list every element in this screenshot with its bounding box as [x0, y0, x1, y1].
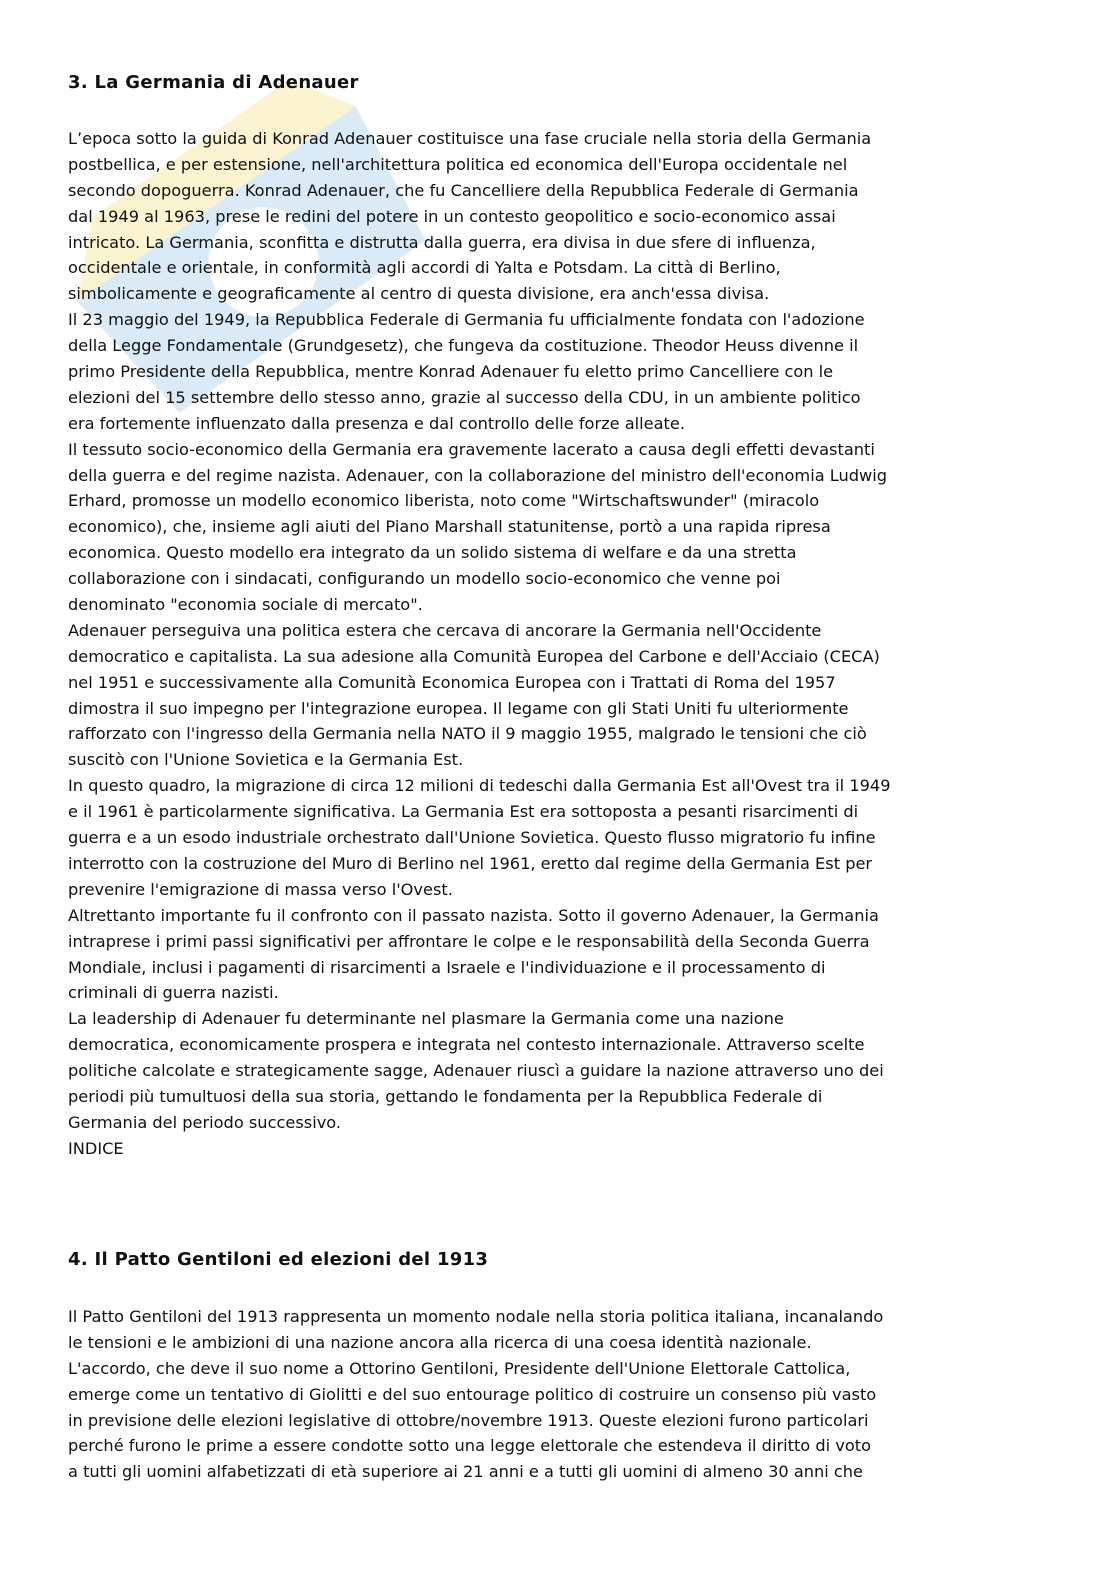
text-line: Mondiale, inclusi i pagamenti di risarcimenti a Israele e l'individuazione e il processamento di: [68, 957, 826, 977]
text-line: democratica, economicamente prospera e integrata nel contesto internazionale. Attraverso scelte: [68, 1035, 865, 1055]
text-line: democratico e capitalista. La sua adesione alla Comunità Europea del Carbone e dell'Acciaio (CECA): [68, 646, 880, 666]
text-line: Germania del periodo successivo.: [68, 1112, 342, 1132]
text-line: Il 23 maggio del 1949, la Repubblica Federale di Germania fu ufficialmente fondata con l'adozione: [68, 310, 865, 330]
text-line: prevenire l'emigrazione di massa verso l'Ovest.: [68, 879, 453, 899]
text-line: dimostra il suo impegno per l'integrazione europea. Il legame con gli Stati Uniti fu ulteriormente: [68, 698, 849, 718]
text-line: emerge come un tentativo di Giolitti e del suo entourage politico di costruire un consenso più vasto: [68, 1384, 877, 1404]
section-4-body: [68, 1304, 883, 1485]
section-3-heading: 3. La Germania di Adenauer: [68, 72, 359, 93]
text-line: rafforzato con l'ingresso della Germania nella NATO il 9 maggio 1955, malgrado le tensioni che ciò: [68, 724, 867, 744]
text-line: economica. Questo modello era integrato da un solido sistema di welfare e da una stretta: [68, 543, 797, 563]
text-line: intraprese i primi passi significativi per affrontare le colpe e le responsabilità della Seconda Guerra: [68, 931, 870, 951]
text-line: della guerra e del regime nazista. Adenauer, con la collaborazione del ministro dell'economia Ludwig: [68, 465, 888, 485]
text-line: periodi più tumultuosi della sua storia, gettando le fondamenta per la Repubblica Federale di: [68, 1086, 823, 1106]
text-line: In questo quadro, la migrazione di circa 12 milioni di tedeschi dalla Germania Est all'Ovest tra il 1949: [68, 776, 891, 796]
text-line: Adenauer perseguiva una politica estera che cercava di ancorare la Germania nell'Occidente: [68, 620, 822, 640]
text-line: Il tessuto socio-economico della Germania era gravemente lacerato a causa degli effetti devastanti: [68, 439, 875, 459]
text-line: denominato "economia sociale di mercato".: [68, 595, 423, 615]
text-line: L’epoca sotto la guida di Konrad Adenauer costituisce una fase cruciale nella storia della Germania: [68, 129, 872, 148]
text-line: primo Presidente della Repubblica, mentre Konrad Adenauer fu eletto primo Cancelliere con le: [68, 362, 834, 382]
text-line: e il 1961 è particolarmente significativa. La Germania Est era sottoposta a pesanti risarcimenti di: [68, 802, 859, 822]
text-line: guerra e a un esodo industriale orchestrato dall'Unione Sovietica. Questo flusso migratorio fu infine: [68, 828, 876, 848]
text-line: L'accordo, che deve il suo nome a Ottorino Gentiloni, Presidente dell'Unione Elettorale Cattolica,: [68, 1358, 851, 1378]
text-line: a tutti gli uomini alfabetizzati di età superiore ai 21 anni e a tutti gli uomini di almeno 30 anni che: [68, 1462, 864, 1482]
text-line: le tensioni e le ambizioni di una nazione ancora alla ricerca di una coesa identità nazionale.: [68, 1332, 812, 1352]
text-line: interrotto con la costruzione del Muro di Berlino nel 1961, eretto dal regime della Germania Est per: [68, 853, 873, 873]
text-line: postbellica, e per estensione, nell'architettura politica ed economica dell'Europa occidentale nel: [68, 154, 848, 174]
text-line: secondo dopoguerra. Konrad Adenauer, che fu Cancelliere della Repubblica Federale di Germania: [68, 180, 859, 200]
text-line: della Legge Fondamentale (Grundgesetz), che fungeva da costituzione. Theodor Heuss divenne il: [68, 336, 859, 356]
text-line: criminali di guerra nazisti.: [68, 983, 279, 1003]
text-line: intricato. La Germania, sconfitta e distrutta dalla guerra, era divisa in due sfere di influenza,: [68, 232, 816, 252]
text-line: Altrettanto importante fu il confronto con il passato nazista. Sotto il governo Adenauer, la Germania: [68, 905, 879, 925]
text-line: La leadership di Adenauer fu determinante nel plasmare la Germania come una nazione: [68, 1009, 784, 1029]
text-line: suscitò con l'Unione Sovietica e la Germania Est.: [68, 750, 464, 770]
text-line: politiche calcolate e strategicamente sagge, Adenauer riuscì a guidare la nazione attraverso uno dei: [68, 1061, 884, 1081]
text-line: perché furono le prime a essere condotte sotto una legge elettorale che estendeva il diritto di voto: [68, 1436, 871, 1456]
text-line: economico), che, insieme agli aiuti del Piano Marshall statunitense, portò a una rapida ripresa: [68, 517, 831, 537]
text-line: Il Patto Gentiloni del 1913 rappresenta un momento nodale nella storia politica italiana, incanalando: [68, 1307, 884, 1326]
section-3-body: [68, 126, 891, 1162]
text-line: elezioni del 15 settembre dello stesso anno, grazie al successo della CDU, in un ambiente politico: [68, 387, 861, 407]
text-line: in previsione delle elezioni legislative di ottobre/novembre 1913. Queste elezioni furono particolari: [68, 1410, 869, 1430]
index-link[interactable]: INDICE: [68, 1138, 124, 1158]
text-line: era fortemente influenzato dalla presenza e dal controllo delle forze alleate.: [68, 413, 685, 433]
text-line: occidentale e orientale, in conformità agli accordi di Yalta e Potsdam. La città di Berlino,: [68, 258, 781, 278]
text-line: collaborazione con i sindacati, configurando un modello socio-economico che venne poi: [68, 569, 781, 589]
text-line: nel 1951 e successivamente alla Comunità Economica Europea con i Trattati di Roma del 1957: [68, 672, 836, 692]
text-line: Erhard, promosse un modello economico liberista, noto come "Wirtschaftswunder" (miracolo: [68, 491, 820, 511]
text-line: simbolicamente e geograficamente al centro di questa divisione, era anch'essa divisa.: [68, 284, 770, 304]
section-4-heading: 4. Il Patto Gentiloni ed elezioni del 1913: [68, 1249, 489, 1270]
text-line: dal 1949 al 1963, prese le redini del potere in un contesto geopolitico e socio-economico assai: [68, 206, 836, 226]
